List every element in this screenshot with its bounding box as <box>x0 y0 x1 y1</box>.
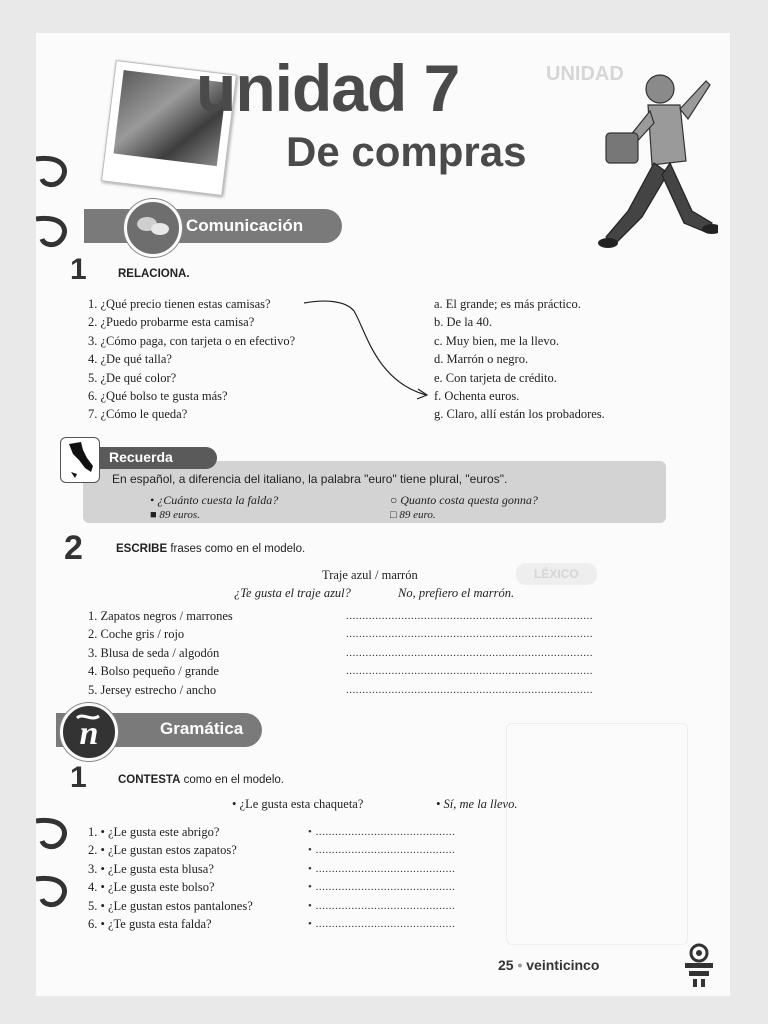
section-title-gramatica: Gramática <box>160 719 244 738</box>
answer-blank[interactable]: • ........................................... <box>308 826 456 838</box>
unit-title: unidad 7 <box>196 51 460 125</box>
answer-blank[interactable]: • ........................................... <box>308 844 456 857</box>
svg-text:n: n <box>79 715 99 752</box>
ghost-figure-area <box>506 723 688 945</box>
list-item: 4. Bolso pequeño / grande <box>88 664 219 679</box>
answer-blanks <box>346 607 593 699</box>
list-item: g. Claro, allí están los probadores. <box>434 407 605 422</box>
answer-blank[interactable]: • ........................................... <box>308 862 456 875</box>
answer-blank[interactable]: • ........................................... <box>308 918 456 931</box>
model-question: ¿Te gusta el traje azul? <box>234 586 351 600</box>
binding-hook-icon <box>36 813 70 861</box>
speech-bubbles-icon <box>124 199 182 257</box>
list-item: 6. ¿Qué bolso te gusta más? <box>88 389 228 404</box>
recuerda-es-answer: ■ 89 euros. <box>150 509 200 521</box>
answer-blank[interactable]: ............................................................................ <box>346 628 593 641</box>
list-item: 3. • ¿Le gusta esta blusa? <box>88 861 214 876</box>
ghost-unidad: UNIDAD <box>546 63 624 85</box>
exercise-instruction: CONTESTA como en el modelo. <box>118 774 284 786</box>
list-item: b. De la 40. <box>434 315 492 330</box>
answer-blank[interactable]: • ........................................... <box>308 881 456 894</box>
list-item: 3. Blusa de seda / algodón <box>88 645 220 660</box>
exercise-instruction: ESCRIBE frases como en el modelo. <box>116 543 306 555</box>
answer-blank[interactable]: ............................................................................ <box>346 665 593 678</box>
exercise-instruction: RELACIONA. <box>118 268 190 280</box>
list-item: 6. • ¿Te gusta esta falda? <box>88 917 212 932</box>
list-item: 7. ¿Cómo le queda? <box>88 407 188 422</box>
binding-hook-icon <box>36 151 70 199</box>
page-title: De compras <box>286 128 527 175</box>
question-list <box>88 823 253 933</box>
footer-bullet: • <box>517 957 527 973</box>
page-word: veinticinco <box>526 957 600 973</box>
list-item: 2. Coche gris / rojo <box>88 627 185 642</box>
model-answer: No, prefiero el marrón. <box>398 586 515 600</box>
list-item: d. Marrón o negro. <box>434 352 529 367</box>
recuerda-title-bar <box>81 447 217 469</box>
list-item: 4. ¿De qué talla? <box>88 352 172 367</box>
page-number: 25 <box>498 957 514 973</box>
list-item: 5. ¿De qué color? <box>88 370 177 385</box>
list-item: 3. ¿Cómo paga, con tarjeta o en efectivo? <box>88 333 296 348</box>
list-item: 2. ¿Puedo probarme esta camisa? <box>88 315 255 330</box>
example-arrow-icon <box>296 291 436 401</box>
workbook-page <box>36 33 730 996</box>
list-item: f. Ochenta euros. <box>434 389 520 404</box>
list-item: 1. ¿Qué precio tienen estas camisas? <box>88 297 271 311</box>
recuerda-it-answer: □ 89 euro. <box>390 509 436 521</box>
model-question: • ¿Le gusta esta chaqueta? <box>232 797 364 811</box>
list-item: 1. • ¿Le gusta este abrigo? <box>88 825 220 839</box>
phrase-list <box>88 607 233 699</box>
question-list <box>88 295 295 424</box>
ghost-lexico: LÉXICO <box>516 563 597 585</box>
page-footer <box>498 957 599 973</box>
answer-blank[interactable]: ............................................................................ <box>346 683 593 696</box>
list-item: e. Con tarjeta de crédito. <box>434 370 557 385</box>
exercise-number: 1 <box>70 253 87 286</box>
recuerda-title: Recuerda <box>109 449 173 465</box>
list-item: 4. • ¿Le gusta este bolso? <box>88 880 215 895</box>
answer-list <box>434 295 605 424</box>
answer-blanks <box>308 823 455 933</box>
list-item: 1. Zapatos negros / marrones <box>88 609 233 623</box>
model-answer: • Sí, me la llevo. <box>436 797 518 811</box>
recuerda-it-question: ○ Quanto costa questa gonna? <box>390 493 538 507</box>
list-item: 5. Jersey estrecho / ancho <box>88 682 217 697</box>
shopper-illustration <box>588 61 718 261</box>
list-item: a. El grande; es más práctico. <box>434 297 581 311</box>
aztec-ornament-icon <box>679 941 719 989</box>
binding-hook-icon <box>36 871 70 919</box>
answer-blank[interactable]: ............................................................................ <box>346 610 593 622</box>
n-tilde-icon <box>60 703 118 761</box>
answer-blank[interactable]: • ........................................... <box>308 899 456 912</box>
answer-blank[interactable]: ............................................................................ <box>346 646 593 659</box>
list-item: 5. • ¿Le gustan estos pantalones? <box>88 898 253 913</box>
recuerda-es-question: • ¿Cuánto cuesta la falda? <box>150 493 279 507</box>
recuerda-text: En español, a diferencia del italiano, la palabra "euro" tiene plural, "euros". <box>112 472 508 486</box>
list-item: 2. • ¿Le gustan estos zapatos? <box>88 843 237 858</box>
exercise-number: 2 <box>64 529 83 567</box>
italy-map-icon <box>60 437 100 483</box>
section-title-comunicacion: Comunicación <box>186 216 304 235</box>
list-item: c. Muy bien, me la llevo. <box>434 333 559 348</box>
binding-hook-icon <box>36 211 70 259</box>
exercise-number: 1 <box>70 761 87 794</box>
model-prompt: Traje azul / marrón <box>322 568 418 582</box>
